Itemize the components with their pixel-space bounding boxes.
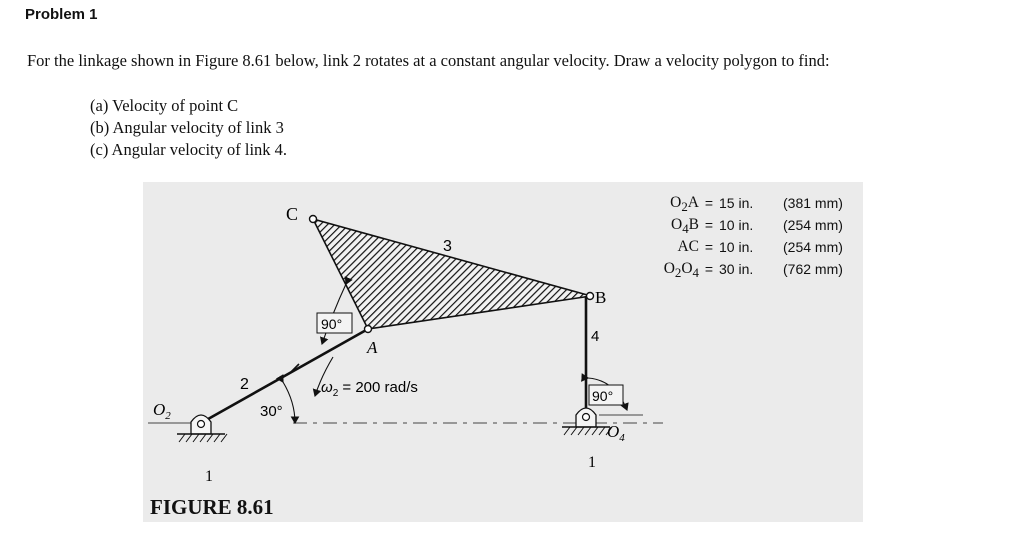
ground-pivot-o4	[562, 408, 612, 435]
dimension-inches: 10 in.	[719, 239, 754, 256]
angle-30-arc-o2	[283, 382, 295, 423]
dimension-equals: =	[704, 195, 714, 211]
label-link-2: 2	[240, 376, 249, 393]
dimension-mm: (762 mm)	[783, 261, 843, 278]
label-omega-2	[321, 379, 418, 399]
joint-a	[365, 326, 372, 333]
task-item: (b) Angular velocity of link 3	[90, 118, 284, 137]
label-link-3: 3	[443, 238, 452, 255]
dimension-name: AC	[677, 238, 699, 256]
omega-symbol: ω	[321, 379, 333, 396]
figure-8-61	[143, 182, 863, 522]
label-angle-o2: 30°	[260, 403, 283, 420]
joint-b	[587, 293, 594, 300]
label-ground-right: 1	[588, 454, 596, 471]
dimension-equals: =	[704, 217, 714, 234]
dimension-mm: (254 mm)	[783, 239, 843, 256]
task-item: (a) Velocity of point C	[90, 96, 239, 115]
label-ground-left: 1	[205, 468, 213, 485]
dimension-table	[631, 194, 873, 282]
label-link-4: 4	[591, 328, 600, 345]
dimension-inches: 30 in.	[719, 261, 754, 278]
dimension-mm: (254 mm)	[783, 217, 843, 234]
link-3-triangle	[313, 219, 591, 329]
label-pivot-o2	[153, 400, 171, 422]
label-angle-o4: 90°	[592, 388, 614, 404]
label-pivot-o4	[607, 422, 625, 444]
dimension-name: $O_2O_4$	[663, 260, 699, 281]
dimension-equals: =	[704, 239, 714, 256]
figure-caption: FIGURE 8.61	[150, 495, 274, 519]
task-list	[90, 95, 287, 161]
omega-subscript: 2	[332, 388, 339, 399]
pivot-o2-subscript: 2	[165, 410, 171, 422]
dimension-inches: 10 in.	[719, 217, 754, 234]
ground-pivot-o2	[177, 415, 227, 442]
dimension-row	[631, 238, 873, 260]
joint-c	[310, 216, 317, 223]
dimension-row	[631, 260, 873, 282]
dimension-row	[631, 216, 873, 238]
dimension-inches: 15 in.	[719, 195, 754, 211]
label-point-b: B	[595, 288, 607, 307]
dimension-name: $O_2A$	[670, 194, 699, 215]
dimension-equals: =	[704, 261, 714, 278]
label-point-a: A	[367, 338, 378, 357]
omega-value: = 200 rad/s	[338, 379, 418, 396]
link-2-crank	[201, 329, 368, 423]
dimension-name: $O_4B$	[671, 216, 699, 237]
pivot-o4-letter: O	[607, 422, 620, 441]
dimension-mm: (381 mm)	[783, 195, 843, 211]
pivot-o4-subscript: 4	[619, 432, 625, 444]
problem-intro: For the linkage shown in Figure 8.61 below, link 2 rotates at a constant angular velocity. Draw a velocity polygon to find:	[27, 51, 830, 70]
dimension-row	[631, 194, 873, 216]
problem-heading: Problem 1	[25, 6, 98, 23]
task-item: (c) Angular velocity of link 4.	[90, 140, 288, 159]
label-point-c: C	[286, 204, 299, 224]
pivot-o2-letter: O	[153, 400, 166, 419]
label-angle-ca: 90°	[321, 316, 343, 332]
